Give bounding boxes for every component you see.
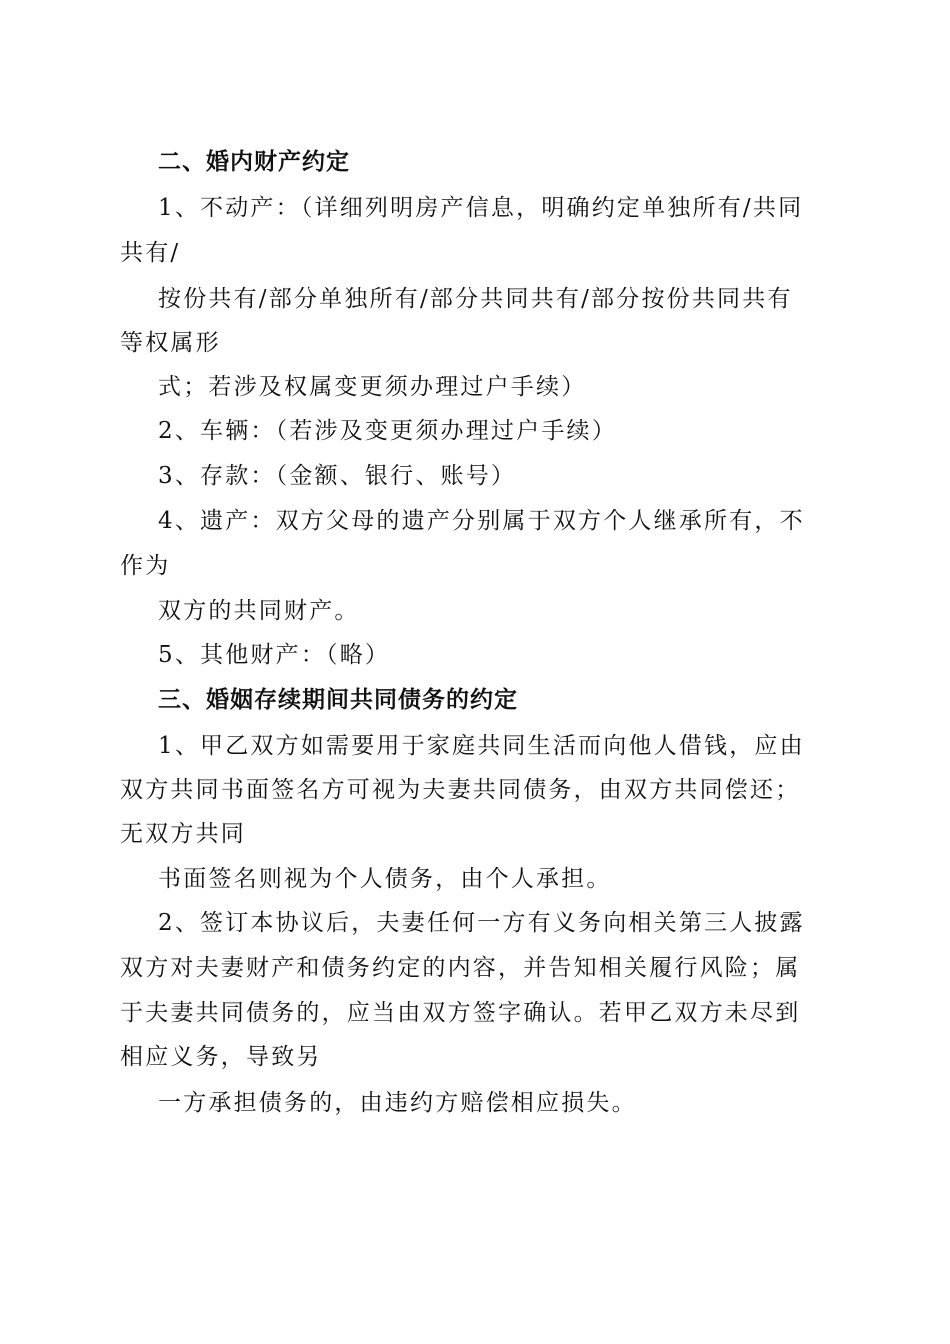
paragraph-line: 相应义务，导致另 [120, 1044, 322, 1070]
paragraph-line: 3、存款：（金额、银行、账号） [158, 463, 517, 489]
paragraph-line: 一方承担债务的，由违约方赔偿相应损失。 [158, 1090, 637, 1116]
section-heading-joint-debt: 三、婚姻存续期间共同债务的约定 [158, 687, 518, 713]
paragraph-line: 作为 [120, 553, 171, 579]
paragraph-line: 式；若涉及权属变更须办理过户手续） [158, 374, 587, 400]
paragraph-line: 按份共有/部分单独所有/部分共同共有/部分按份共同共有 [158, 286, 793, 312]
paragraph-line: 书面签名则视为个人债务，由个人承担。 [158, 866, 612, 892]
paragraph-line: 4、遗产：双方父母的遗产分别属于双方个人继承所有，不 [158, 508, 805, 534]
paragraph-line: 双方对夫妻财产和债务约定的内容，并告知相关履行风险；属 [120, 955, 801, 981]
paragraph-line: 1、甲乙双方如需要用于家庭共同生活而向他人借钱，应由 [158, 733, 805, 759]
section-heading-marital-property: 二、婚内财产约定 [158, 149, 350, 175]
paragraph-line: 5、其他财产：（略） [158, 642, 391, 668]
paragraph-line: 双方共同书面签名方可视为夫妻共同债务，由双方共同偿还； [120, 777, 801, 803]
paragraph-line: 双方的共同财产。 [158, 598, 360, 624]
paragraph-line: 2、车辆：（若涉及变更须办理过户手续） [158, 418, 617, 444]
paragraph-line: 共有/ [120, 240, 181, 266]
paragraph-line: 2、签订本协议后，夫妻任何一方有义务向相关第三人披露 [158, 910, 805, 936]
paragraph-line: 无双方共同 [120, 821, 246, 847]
paragraph-line: 等权属形 [120, 330, 221, 356]
paragraph-line: 1、不动产：（详细列明房产信息，明确约定单独所有/共同 [158, 195, 804, 221]
paragraph-line: 于夫妻共同债务的，应当由双方签字确认。若甲乙双方未尽到 [120, 1000, 801, 1026]
